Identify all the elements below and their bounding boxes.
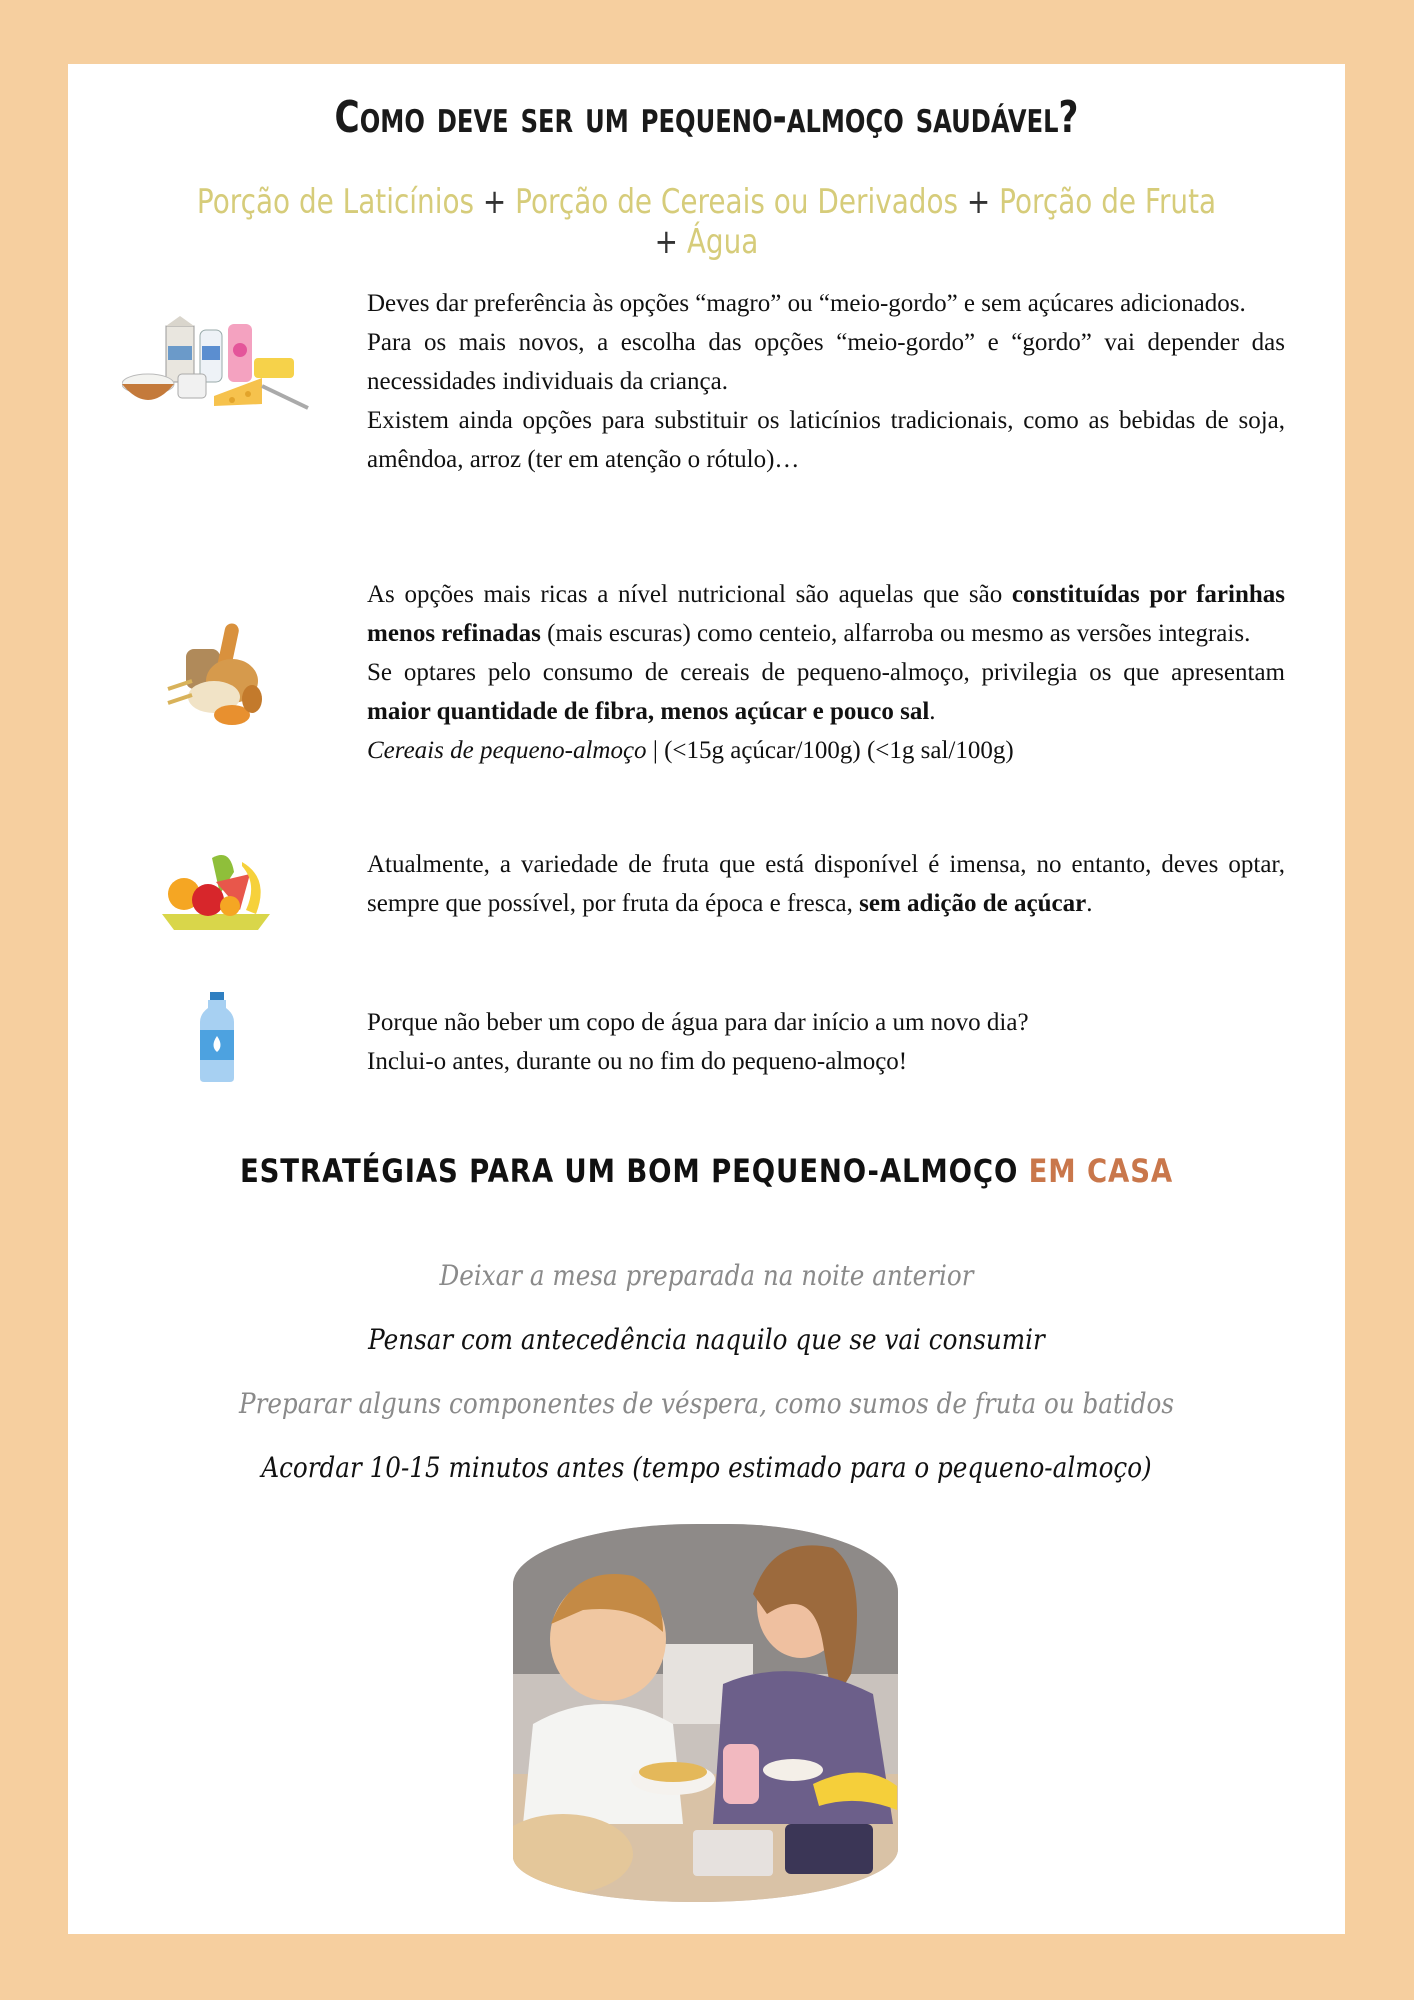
breakfast-photo (513, 1524, 898, 1902)
dairy-paragraph: Existem ainda opções para substituir os laticínios tradicionais, como as bebidas de soja, amêndoa, arroz (ter em atenção o rótulo)… (367, 407, 1285, 473)
strategy-item: Preparar alguns componentes de véspera, como sumos de fruta ou batidos (238, 1387, 1175, 1420)
page-title: Como deve ser um pequeno-almoço saudável? (334, 92, 1079, 143)
breakfast-formula (183, 182, 1230, 262)
fruit-plate-icon (160, 844, 272, 934)
water-paragraph: Inclui-o antes, durante ou no fim do pequeno-almoço! (367, 1048, 908, 1075)
cereals-guideline: Cereais de pequeno-almoço | (<15g açúcar/100g) (<1g sal/100g) (367, 737, 1014, 764)
strategies-list (68, 1244, 1345, 1500)
cereals-paragraph: Se optares pelo consumo de cereais de pequeno-almoço, privilegia os que apresentam maior quantidade de fibra, menos açúcar e pouco sal. (367, 659, 1285, 725)
strategies-title-accent: EM CASA (1028, 1152, 1174, 1190)
cereals-guideline-label: Cereais de pequeno-almoço (367, 737, 647, 764)
formula-dairy: Porção de Laticínios (196, 182, 475, 222)
dairy-products-icon (122, 316, 322, 426)
cereals-text (367, 575, 1285, 770)
water-text (367, 1003, 1285, 1081)
strategies-title-main: ESTRATÉGIAS PARA UM BOM PEQUENO-ALMOÇO (239, 1152, 1029, 1190)
strategy-item: Acordar 10-15 minutos antes (tempo estimado para o pequeno-almoço) (261, 1451, 1152, 1484)
formula-water: Água (686, 222, 759, 262)
water-bottle-icon (198, 992, 236, 1082)
formula-plus: + (482, 182, 507, 222)
cereals-emphasis: constituídas por farinhas menos refinadas (367, 581, 1285, 647)
strategy-item: Deixar a mesa preparada na noite anterior (439, 1259, 974, 1292)
formula-cereals: Porção de Cereais ou Derivados (515, 182, 959, 222)
cereals-emphasis: maior quantidade de fibra, menos açúcar e pouco sal (367, 698, 930, 725)
fruit-text (367, 845, 1285, 923)
formula-plus: + (966, 182, 991, 222)
formula-fruit: Porção de Fruta (999, 182, 1217, 222)
strategies-title (157, 1152, 1255, 1190)
page (68, 64, 1345, 1934)
cereals-paragraph: As opções mais ricas a nível nutricional são aquelas que são constituídas por farinhas menos refinadas (mais escuras) como centeio, alfarroba ou mesmo as versões integrais. (367, 581, 1285, 647)
fruit-paragraph: Atualmente, a variedade de fruta que está disponível é imensa, no entanto, deves optar, sempre que possível, por fruta da época e fresca, sem adição de açúcar. (367, 851, 1285, 917)
dairy-text (367, 284, 1285, 479)
dairy-paragraph: Para os mais novos, a escolha das opções “meio-gordo” e “gordo” vai depender das necessidades individuais da criança. (367, 329, 1285, 395)
bread-cereals-icon (162, 619, 272, 734)
dairy-paragraph: Deves dar preferência às opções “magro” ou “meio-gordo” e sem açúcares adicionados. (367, 290, 1246, 317)
formula-plus: + (654, 222, 678, 262)
strategy-item: Pensar com antecedência naquilo que se vai consumir (368, 1323, 1045, 1356)
water-paragraph: Porque não beber um copo de água para dar início a um novo dia? (367, 1009, 1029, 1036)
fruit-emphasis: sem adição de açúcar (859, 890, 1087, 917)
